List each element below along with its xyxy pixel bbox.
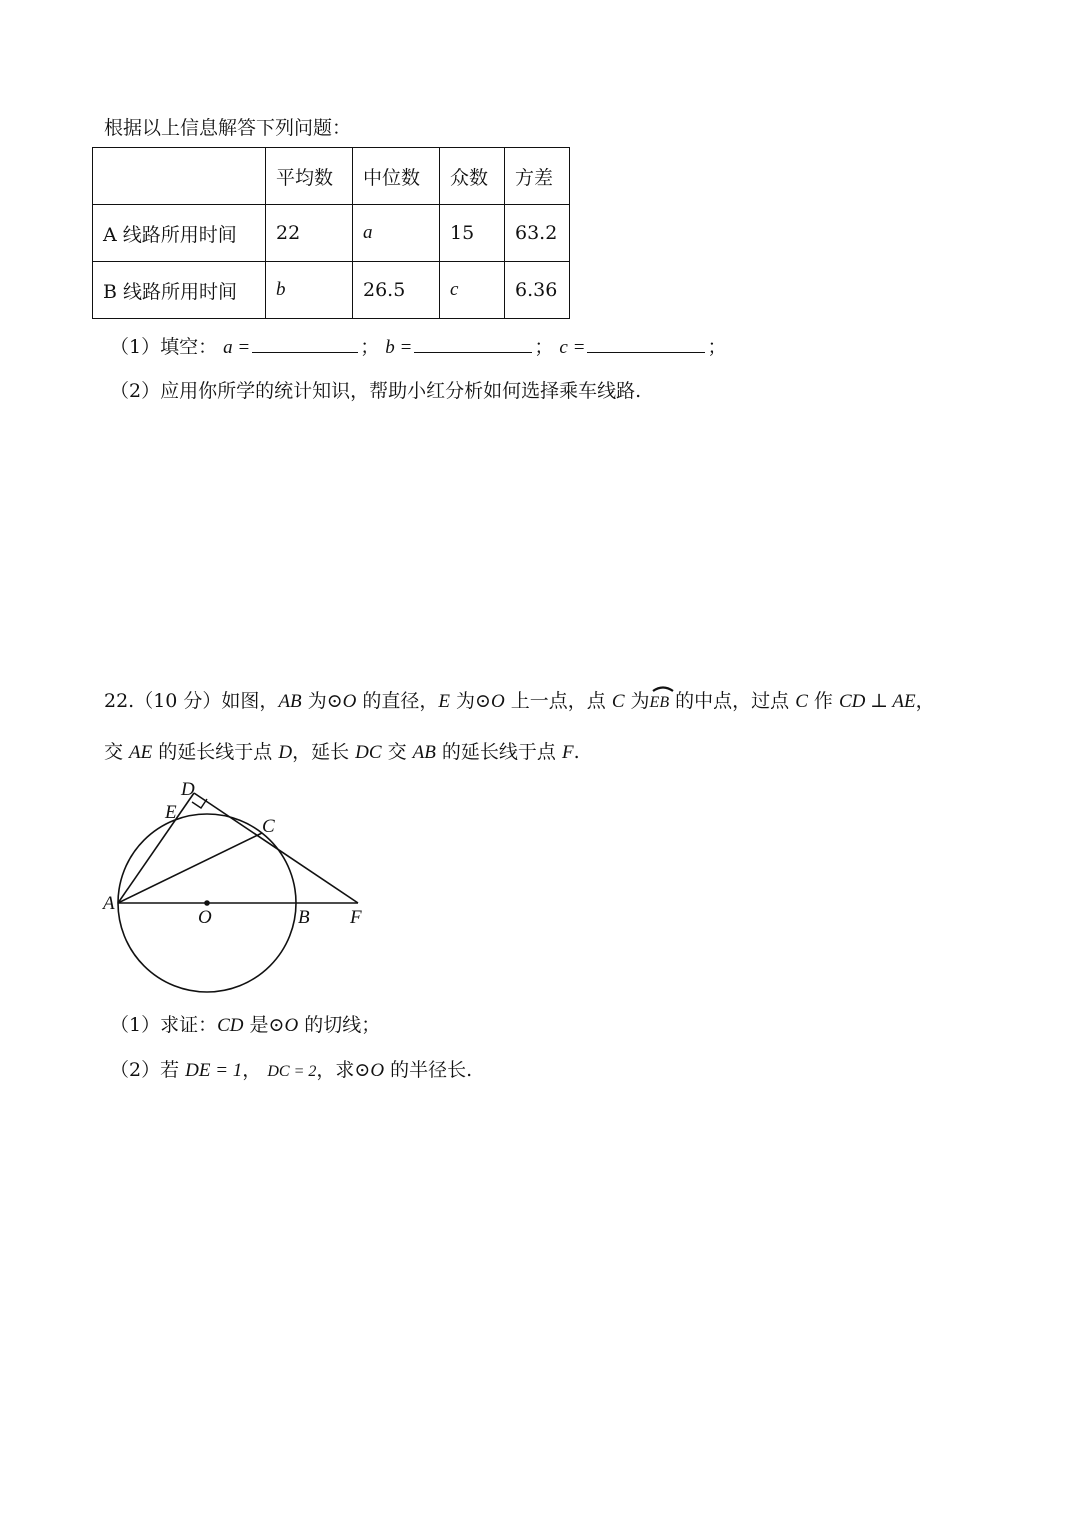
math: O [370,1060,385,1081]
table-cell: a [353,205,440,262]
math: C [611,691,625,712]
sub-question-1 [110,1010,380,1037]
sub-question-2 [110,1055,472,1082]
text: ，延长 [292,741,356,763]
line-ac [118,833,262,903]
text: 的半径长. [384,1059,473,1081]
text: ，求⊙ [316,1059,371,1081]
math: O [342,691,357,712]
stats-table [92,147,570,319]
line-df [194,793,358,903]
table-header-cell: 中位数 [353,148,440,205]
row-label: A 线路所用时间 [93,205,266,262]
text: 22.（10 分）如图， [104,690,279,712]
label-a: A [103,893,115,914]
answer-blank-b[interactable] [414,334,532,353]
table-cell: 22 [266,205,353,262]
text: （1）求证： [110,1014,218,1036]
math: DC = 2 [267,1063,317,1080]
arc-eb [650,690,670,712]
problem-22-line-1 [104,686,935,713]
text: （2）若 [110,1059,186,1081]
question-2: （2）应用你所学的统计知识，帮助小红分析如何选择乘车线路. [110,380,642,402]
text: 是⊙ [243,1014,285,1036]
table-row [93,205,570,262]
center-point [204,900,210,906]
q1-end: ； [707,336,727,358]
text: 交 [381,741,413,763]
text: 的延长线于点 [152,741,279,763]
text: 为⊙ [450,690,491,712]
text: 的延长线于点 [435,741,562,763]
table-cell: 6.36 [505,262,570,319]
math: F [561,742,574,763]
label-b: B [298,907,310,928]
math: E [438,691,451,712]
math: AB [412,742,436,763]
math: O [490,691,505,712]
intro-text: 根据以上信息解答下列问题： [104,117,352,139]
text: 交 [104,741,130,763]
question-1 [110,332,726,359]
text: 的直径， [356,690,439,712]
q1-a-label: a = [223,337,251,358]
math: C [795,691,808,712]
table-cell: 15 [440,205,505,262]
table-cell: b [266,262,353,319]
q1-b-label: b = [385,337,413,358]
math: CD [217,1015,244,1036]
geometry-figure [96,772,386,1002]
table-header-cell [93,148,266,205]
label-d: D [181,779,195,800]
text: ， [915,690,935,712]
q1-prefix: （1）填空： [110,336,218,358]
table-header-cell: 平均数 [266,148,353,205]
table-header-row [93,148,570,205]
text: ， [242,1059,262,1081]
q1-c-label: c = [559,337,586,358]
label-c: C [262,816,275,837]
math: CD ⊥ AE [838,691,916,712]
arc-icon [652,686,674,692]
math: O [284,1015,299,1036]
table-row [93,262,570,319]
math: EB [649,694,670,711]
label-f: F [350,907,362,928]
math: DE = 1 [185,1060,243,1081]
text: 为⊙ [301,690,343,712]
table-header-cell: 众数 [440,148,505,205]
table-cell: c [440,262,505,319]
math: D [278,742,293,763]
table-cell: 26.5 [353,262,440,319]
label-e: E [165,802,177,823]
text: 的中点，过点 [669,690,796,712]
math: AE [129,742,153,763]
line-ad [118,793,194,903]
q1-sep: ； [534,336,554,358]
text: . [573,741,580,763]
answer-blank-a[interactable] [252,334,358,353]
math: AB [278,691,302,712]
math: DC [355,742,382,763]
text: 上一点，点 [504,690,612,712]
row-label: B 线路所用时间 [93,262,266,319]
table-cell: 63.2 [505,205,570,262]
label-o: O [198,907,212,928]
text: 作 [807,690,839,712]
problem-22-line-2 [104,737,580,764]
answer-blank-c[interactable] [587,334,705,353]
q1-sep: ； [360,336,380,358]
table-header-cell: 方差 [505,148,570,205]
text: 为 [624,690,650,712]
text: 的切线； [298,1014,381,1036]
